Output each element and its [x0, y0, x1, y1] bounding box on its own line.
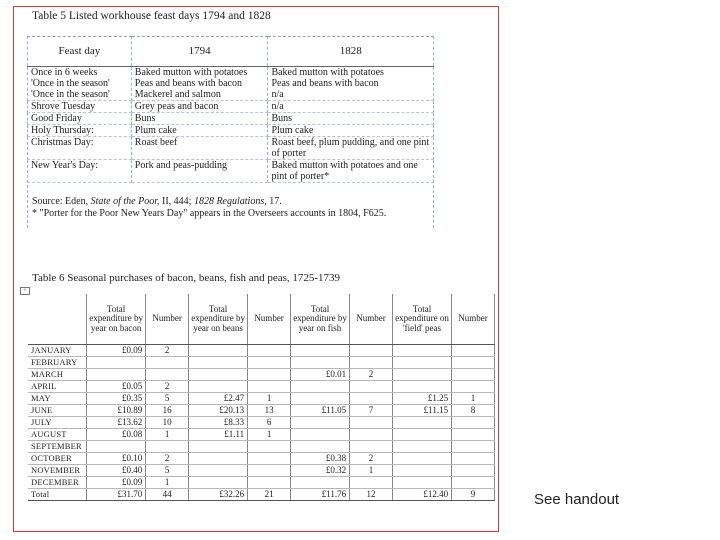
source-title: State of the Poor,: [90, 196, 160, 207]
table6-cell: £12.40: [392, 488, 451, 500]
table5-cell: Roast beef: [131, 137, 268, 160]
table6-cell: [392, 476, 451, 488]
table5-cell: Shrove Tuesday: [28, 101, 132, 113]
table-move-handle-icon[interactable]: +: [20, 287, 30, 295]
table6-cell: 1: [146, 428, 189, 440]
table6-cell: [189, 380, 248, 392]
table5-cell: Good Friday: [28, 113, 132, 125]
table6-cell: 5: [146, 464, 189, 476]
table6-month: Total: [28, 488, 87, 500]
table6-cell: 2: [350, 368, 393, 380]
table5-row: [28, 101, 434, 113]
table5-cell: Baked mutton with potatoes Peas and beans with bacon Mackerel and salmon: [131, 67, 268, 101]
table6-cell: [248, 452, 291, 464]
table6-row: [28, 464, 495, 476]
table6-cell: 8: [452, 404, 495, 416]
table6-cell: £1.11: [189, 428, 248, 440]
table6-cell: [248, 344, 291, 356]
table6-cell: [350, 344, 393, 356]
source-suffix: 17.: [266, 196, 282, 207]
table6-cell: [392, 368, 451, 380]
table6-month: FEBRUARY: [28, 356, 87, 368]
table6-cell: [248, 476, 291, 488]
table6-cell: [189, 440, 248, 452]
table5-row: [28, 113, 434, 125]
table5-cell: Holy Thursday:: [28, 125, 132, 137]
table6-cell: 13: [248, 404, 291, 416]
table6-cell: [290, 344, 349, 356]
table6-cell: 7: [350, 404, 393, 416]
table6-cell: £32.26: [189, 488, 248, 500]
table6-cell: 6: [248, 416, 291, 428]
table6-cell: 12: [350, 488, 393, 500]
table6-cell: £0.35: [87, 392, 146, 404]
table6-cell: £0.05: [87, 380, 146, 392]
table6-cell: 2: [146, 344, 189, 356]
table6-cell: [189, 344, 248, 356]
table6-cell: [452, 380, 495, 392]
table5-border-right: [433, 180, 434, 228]
table6-row: [28, 428, 495, 440]
table5-cell: Buns: [131, 113, 268, 125]
table5-cell: Plum cake: [131, 125, 268, 137]
table6-cell: [350, 428, 393, 440]
table6-cell: £2.47: [189, 392, 248, 404]
table6-cell: [452, 452, 495, 464]
table6-cell: [146, 368, 189, 380]
table5-cell: Roast beef, plum pudding, and one pint of porter: [268, 137, 434, 160]
table6-month: DECEMBER: [28, 476, 87, 488]
table6-header-5: Total expenditure by year on fish: [290, 294, 349, 344]
table6-cell: [392, 416, 451, 428]
table5-cell: Once in 6 weeks 'Once in the season' 'Once in the season': [28, 67, 132, 101]
table6-month: JUNE: [28, 404, 87, 416]
table6-cell: £31.70: [87, 488, 146, 500]
table6-cell: [248, 464, 291, 476]
table6-cell: 1: [452, 392, 495, 404]
table6-cell: [87, 440, 146, 452]
source-prefix: Source: Eden,: [32, 196, 91, 207]
table6-cell: £0.32: [290, 464, 349, 476]
table5-cell: Buns: [268, 113, 434, 125]
table6-month: MAY: [28, 392, 87, 404]
table5-header-2: 1828: [268, 37, 434, 67]
table6-cell: 2: [146, 380, 189, 392]
table6-month: AUGUST: [28, 428, 87, 440]
table5-header-1: 1794: [131, 37, 268, 67]
table5-cell: Plum cake: [268, 125, 434, 137]
table5-cell: Baked mutton with potatoes and one pint of porter*: [268, 160, 434, 183]
table6-header-1: Total expenditure by year on bacon: [87, 294, 146, 344]
table5-row: [28, 160, 434, 183]
table6-row: [28, 392, 495, 404]
table6-cell: [290, 428, 349, 440]
table5-row: [28, 125, 434, 137]
table6-cell: 2: [350, 452, 393, 464]
table6-header-8: Number: [452, 294, 495, 344]
table6-header-0: [28, 294, 87, 344]
table5-source: [32, 196, 386, 220]
table6-cell: [350, 416, 393, 428]
table6-cell: £1.25: [392, 392, 451, 404]
table6-cell: [290, 380, 349, 392]
table5-cell: Pork and peas-pudding: [131, 160, 268, 183]
table6-cell: £11.15: [392, 404, 451, 416]
table6-cell: [452, 476, 495, 488]
table6-month: JULY: [28, 416, 87, 428]
table6-row: [28, 440, 495, 452]
table6-cell: [290, 476, 349, 488]
table6-month: NOVEMBER: [28, 464, 87, 476]
table6-cell: £0.09: [87, 344, 146, 356]
table6-header-4: Number: [248, 294, 291, 344]
table6-row: [28, 344, 495, 356]
table6-month: MARCH: [28, 368, 87, 380]
table6-cell: [392, 440, 451, 452]
table5-cell: New Year's Day:: [28, 160, 132, 183]
table6-cell: [189, 476, 248, 488]
table6-cell: [452, 428, 495, 440]
table6-cell: [392, 344, 451, 356]
table6-cell: £11.05: [290, 404, 349, 416]
table6-row: [28, 416, 495, 428]
table6-cell: [189, 368, 248, 380]
table6-row: [28, 476, 495, 488]
source-title-2: 1828 Regulations,: [193, 196, 267, 207]
table6-cell: [392, 464, 451, 476]
table5-row: [28, 67, 434, 101]
table6-cell: [290, 356, 349, 368]
table6-row: [28, 452, 495, 464]
table6-cell: [452, 368, 495, 380]
table5: [27, 36, 434, 183]
table6-cell: [350, 380, 393, 392]
table6-cell: £0.40: [87, 464, 146, 476]
table6-cell: [189, 452, 248, 464]
table5-cell: Christmas Day:: [28, 137, 132, 160]
table6-cell: [290, 416, 349, 428]
table6-header-2: Number: [146, 294, 189, 344]
table6-month: APRIL: [28, 380, 87, 392]
table6-cell: [248, 356, 291, 368]
table6-month: SEPTEMBER: [28, 440, 87, 452]
table5-cell: n/a: [268, 101, 434, 113]
table6-cell: 2: [146, 452, 189, 464]
table6-cell: [452, 416, 495, 428]
table6-cell: [350, 392, 393, 404]
table6-row: [28, 368, 495, 380]
table6-cell: 16: [146, 404, 189, 416]
table6-cell: 1: [248, 392, 291, 404]
table6-cell: £11.76: [290, 488, 349, 500]
table6-cell: [452, 344, 495, 356]
table6-cell: [189, 464, 248, 476]
table6-cell: 1: [350, 464, 393, 476]
table6-row: [28, 488, 495, 500]
table5-footnote: * "Porter for the Poor New Years Day" appears in the Overseers accounts in 1804, F625.: [32, 208, 387, 219]
table6-header-6: Number: [350, 294, 393, 344]
table6-cell: [452, 464, 495, 476]
table6-cell: [189, 356, 248, 368]
table6-cell: [392, 428, 451, 440]
table6-title: Table 6 Seasonal purchases of bacon, beans, fish and peas, 1725-1739: [32, 272, 341, 284]
table6: [28, 294, 495, 501]
table6-header-3: Total expenditure by year on beans: [189, 294, 248, 344]
table6-cell: 5: [146, 392, 189, 404]
table6-cell: [248, 380, 291, 392]
table6-cell: [452, 440, 495, 452]
table5-cell: Baked mutton with potatoes Peas and beans with bacon n/a: [268, 67, 434, 101]
table6-cell: £0.08: [87, 428, 146, 440]
table6-cell: [248, 368, 291, 380]
table5-cell: Grey peas and bacon: [131, 101, 268, 113]
table6-cell: [350, 440, 393, 452]
table6-cell: £8.33: [189, 416, 248, 428]
table6-cell: [248, 440, 291, 452]
table5-header-0: Feast day: [28, 37, 132, 67]
table6-cell: 21: [248, 488, 291, 500]
table6-header-7: Total expenditure on 'field' peas: [392, 294, 451, 344]
table6-cell: 1: [146, 476, 189, 488]
slide-caption: See handout: [534, 491, 620, 508]
table5-row: [28, 137, 434, 160]
table6-row: [28, 404, 495, 416]
table6-cell: [350, 356, 393, 368]
table6-cell: [392, 380, 451, 392]
source-mid: II, 444;: [159, 196, 194, 207]
table6-cell: 9: [452, 488, 495, 500]
table5-source-line: [32, 196, 386, 208]
table6-cell: [146, 356, 189, 368]
table5-border-left: [27, 180, 28, 228]
table6-row: [28, 380, 495, 392]
table6-cell: [392, 452, 451, 464]
table6-cell: £0.09: [87, 476, 146, 488]
table6-month: JANUARY: [28, 344, 87, 356]
table6-cell: [350, 476, 393, 488]
table6-cell: £0.38: [290, 452, 349, 464]
table6-cell: £13.62: [87, 416, 146, 428]
table6-cell: £20.13: [189, 404, 248, 416]
table6-cell: [452, 356, 495, 368]
table6-cell: 44: [146, 488, 189, 500]
table6-cell: £0.01: [290, 368, 349, 380]
table6-cell: [87, 356, 146, 368]
table6-cell: [290, 392, 349, 404]
table6-month: OCTOBER: [28, 452, 87, 464]
table6-cell: £0.10: [87, 452, 146, 464]
table6-cell: [290, 440, 349, 452]
table6-cell: [392, 356, 451, 368]
table6-cell: 1: [248, 428, 291, 440]
table6-cell: 10: [146, 416, 189, 428]
table6-cell: [146, 440, 189, 452]
table6-cell: [87, 368, 146, 380]
table6-cell: £10.89: [87, 404, 146, 416]
table5-title: Table 5 Listed workhouse feast days 1794 and 1828: [32, 10, 271, 22]
table6-row: [28, 356, 495, 368]
